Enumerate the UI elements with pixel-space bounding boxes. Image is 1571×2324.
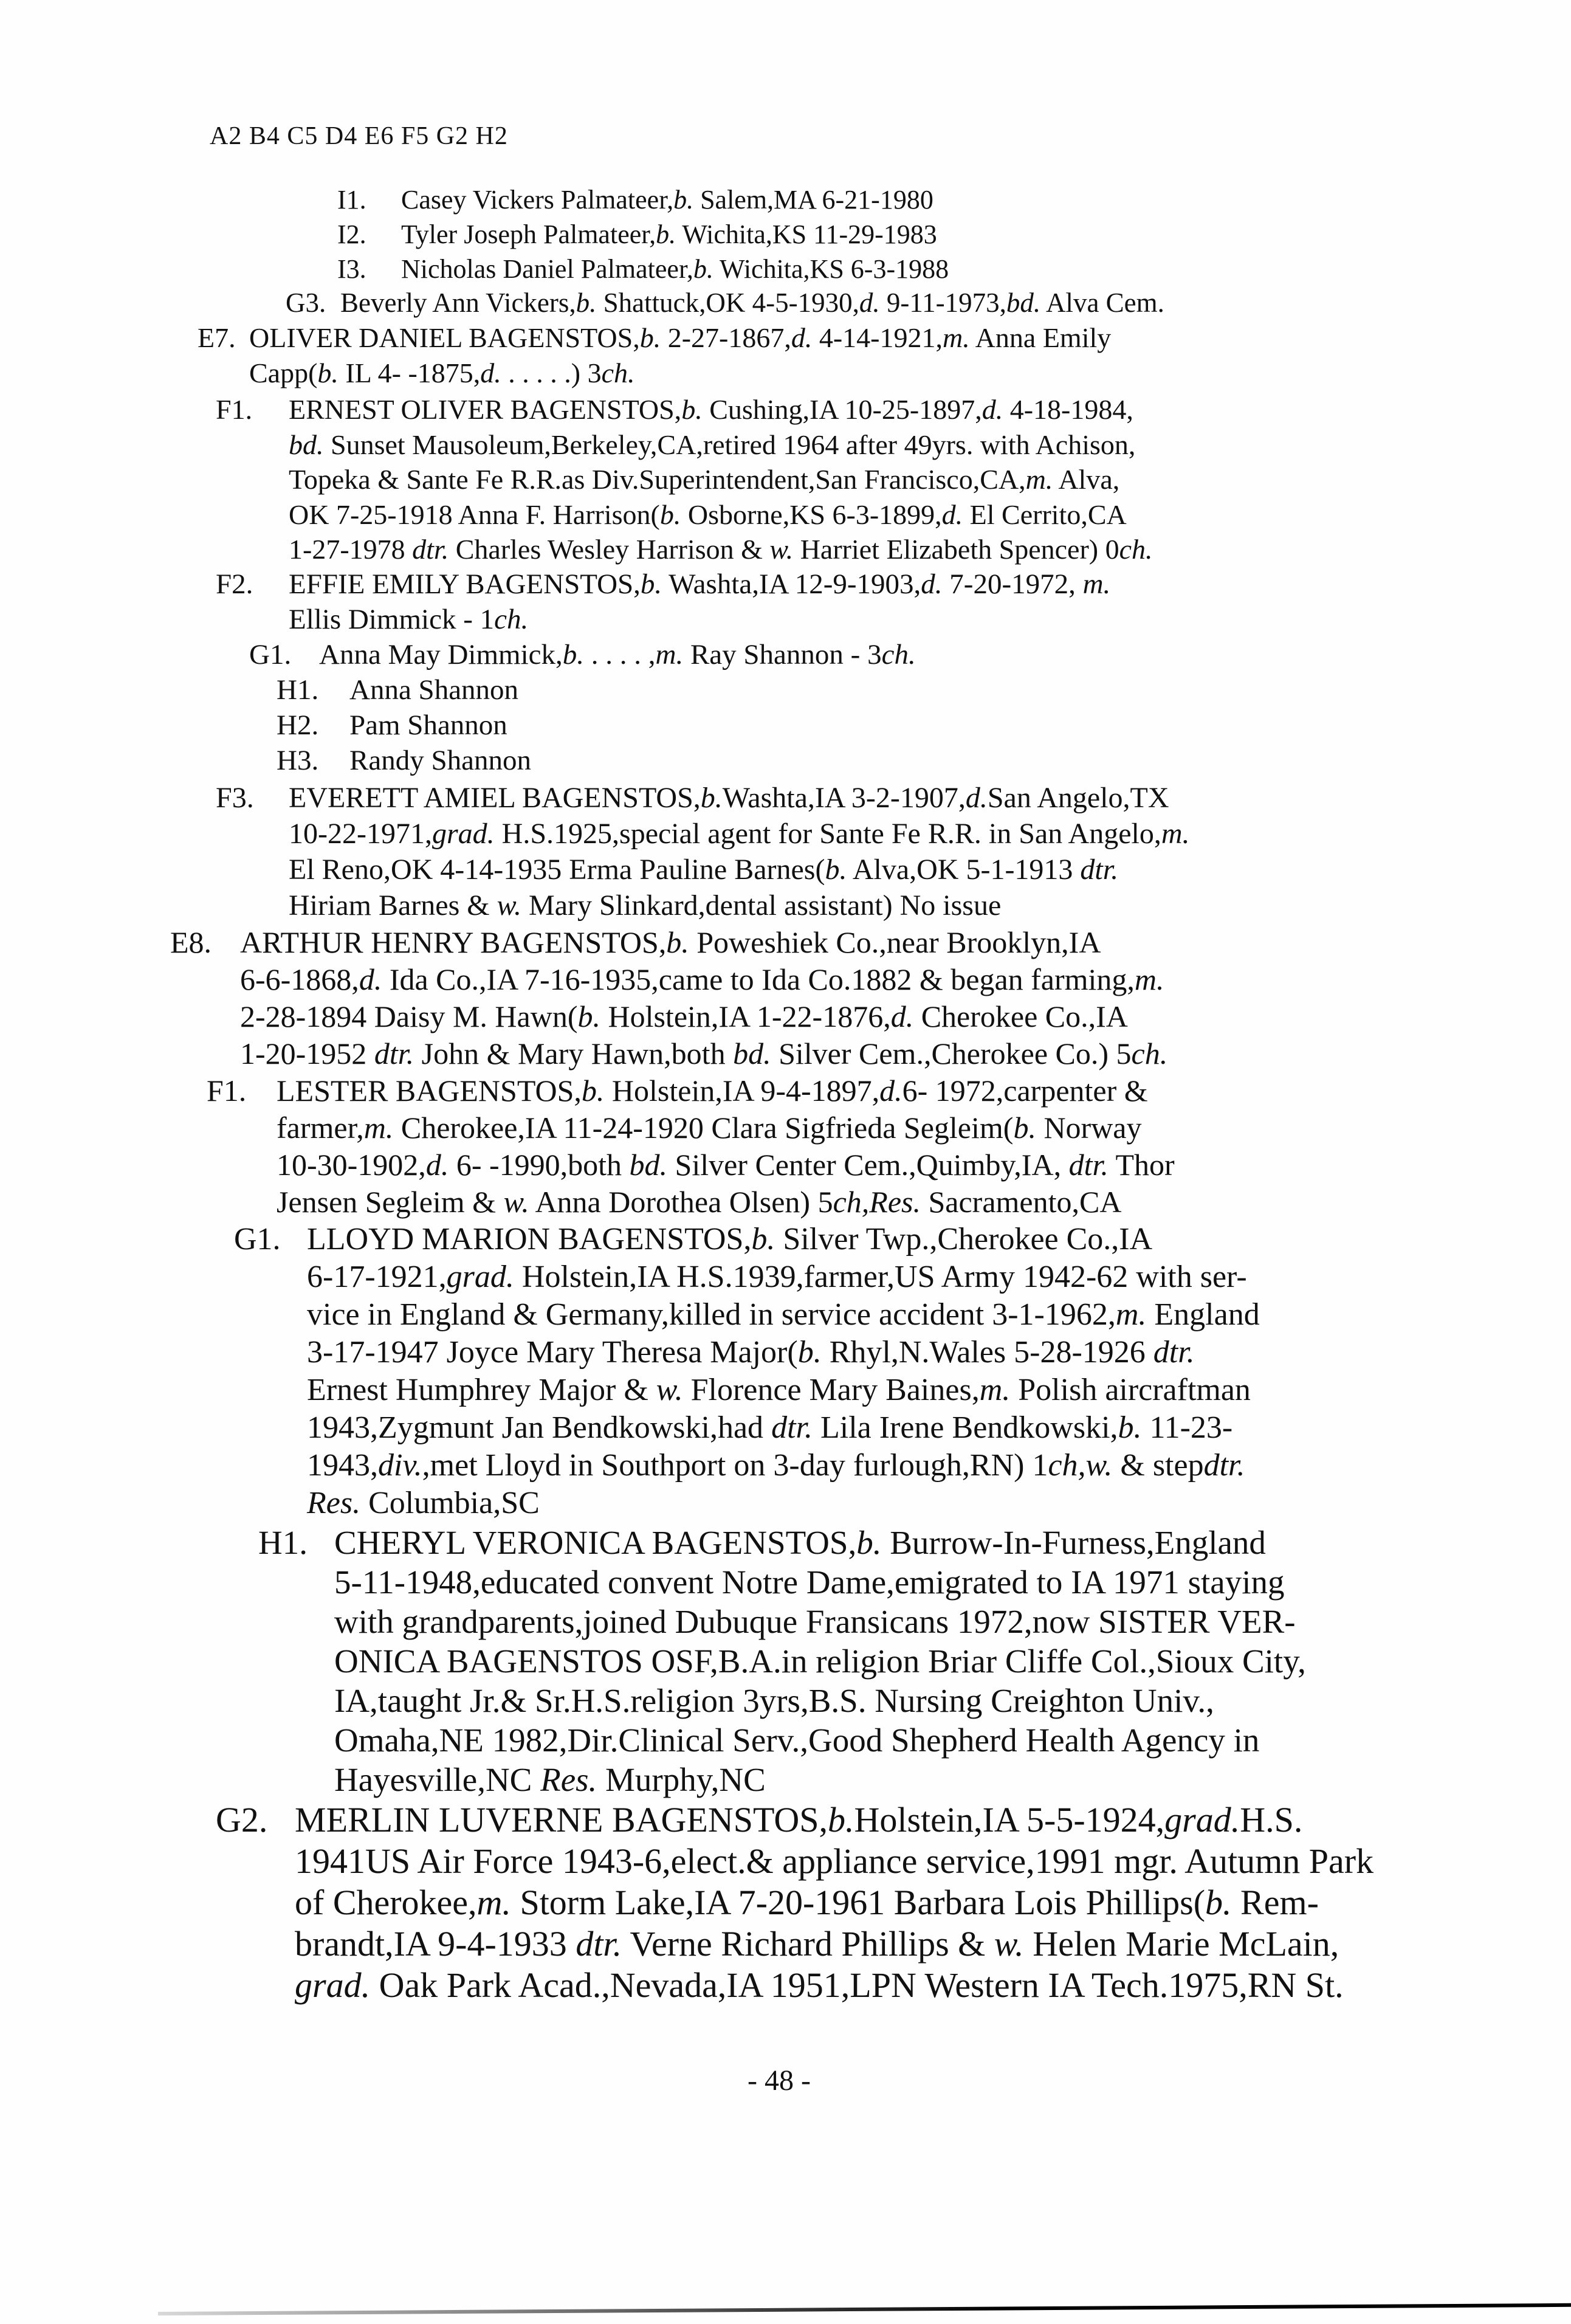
entry-label: G1. — [234, 1222, 281, 1257]
entry-line: Jensen Segleim & w. Anna Dorothea Olsen) 5ch,Res. Sacramento,CA — [277, 1185, 1122, 1219]
entry-text — [349, 672, 518, 708]
entry-line: grad. Oak Park Acad.,Nevada,IA 1951,LPN Western IA Tech.1975,RN St. — [295, 1965, 1344, 2005]
genealogy-entry — [207, 1072, 1175, 1221]
genealogy-entry — [216, 780, 1190, 923]
entry-line: Casey Vickers Palmateer,b. Salem,MA 6-21-1980 — [401, 185, 933, 215]
entry-line: 1-20-1952 dtr. John & Mary Hawn,both bd. Silver Cem.,Cherokee Co.) 5ch. — [240, 1036, 1168, 1071]
genealogy-entry — [216, 567, 1110, 637]
entry-line: 2-28-1894 Daisy M. Hawn(b. Holstein,IA 1-22-1876,d. Cherokee Co.,IA — [240, 999, 1128, 1033]
entry-line: 1941US Air Force 1943-6,elect.& appliance service,1991 mgr. Autumn Park — [295, 1841, 1374, 1881]
entry-label: I1. — [337, 185, 366, 215]
genealogy-entry — [286, 286, 1164, 320]
entry-text — [289, 780, 1190, 923]
entry-line: 1943,Zygmunt Jan Bendkowski,had dtr. Lila Irene Bendkowski,b. 11-23- — [307, 1410, 1233, 1445]
entry-line: Hayesville,NC Res. Murphy,NC — [334, 1761, 766, 1798]
entry-label: F2. — [216, 568, 253, 600]
entry-text — [307, 1221, 1260, 1522]
genealogy-entry — [277, 743, 531, 778]
entry-line: 1943,div.,met Lloyd in Southport on 3-day furlough,RN) 1ch,w. & stepdtr. — [307, 1448, 1245, 1483]
genealogy-entry — [216, 1799, 1373, 2006]
entry-label: G1. — [249, 639, 292, 671]
entry-line: Anna Shannon — [349, 674, 519, 706]
genealogy-entry — [337, 252, 949, 286]
entry-label: F1. — [207, 1074, 247, 1108]
entry-line: Res. Columbia,SC — [307, 1486, 540, 1520]
entry-label: E8. — [170, 925, 212, 959]
entry-line: 3-17-1947 Joyce Mary Theresa Major(b. Rhyl,N.Wales 5-28-1926 dtr. — [307, 1335, 1195, 1370]
entry-line: Hiriam Barnes & w. Mary Slinkard,dental assistant) No issue — [289, 889, 1002, 922]
entry-line: MERLIN LUVERNE BAGENSTOS,b.Holstein,IA 5-5-1924,grad.H.S. — [295, 1800, 1303, 1840]
entry-label: H3. — [277, 745, 319, 776]
entry-line: CHERYL VERONICA BAGENSTOS,b. Burrow-In-Furness,England — [334, 1524, 1266, 1561]
entry-line: Anna May Dimmick,b. . . . . ,m. Ray Shannon - 3ch. — [319, 639, 916, 671]
entry-line: LESTER BAGENSTOS,b. Holstein,IA 9-4-1897,d.6- 1972,carpenter & — [277, 1074, 1148, 1108]
entry-text — [401, 217, 937, 252]
entry-line: Nicholas Daniel Palmateer,b. Wichita,KS 6-3-1988 — [401, 254, 949, 284]
entry-text — [334, 1523, 1306, 1799]
entry-label: F1. — [216, 394, 253, 425]
entry-label: H1. — [277, 674, 319, 706]
entry-line: Ellis Dimmick - 1ch. — [289, 604, 529, 635]
entry-text — [289, 392, 1153, 567]
entry-line: 1-27-1978 dtr. Charles Wesley Harrison & w. Harriet Elizabeth Spencer) 0ch. — [289, 534, 1153, 565]
entry-text — [349, 743, 531, 778]
entry-text — [289, 567, 1110, 637]
entry-text — [340, 286, 1164, 320]
entry-text — [295, 1799, 1373, 2006]
entry-label: I2. — [337, 219, 366, 249]
entry-line: 5-11-1948,educated convent Notre Dame,emigrated to IA 1971 staying — [334, 1564, 1285, 1601]
entry-label: F3. — [216, 782, 254, 814]
entry-label: H1. — [258, 1524, 308, 1561]
entry-line: of Cherokee,m. Storm Lake,IA 7-20-1961 Barbara Lois Phillips(b. Rem- — [295, 1883, 1319, 1922]
entry-line: IA,taught Jr.& Sr.H.S.religion 3yrs,B.S. Nursing Creighton Univ., — [334, 1682, 1214, 1719]
genealogy-entry — [277, 672, 518, 708]
entry-line: 10-22-1971,grad. H.S.1925,special agent for Sante Fe R.R. in San Angelo,m. — [289, 818, 1190, 850]
genealogy-entry — [198, 320, 1111, 391]
entry-line: Tyler Joseph Palmateer,b. Wichita,KS 11-29-1983 — [401, 219, 937, 249]
entry-line: Randy Shannon — [349, 745, 531, 776]
entry-line: ERNEST OLIVER BAGENSTOS,b. Cushing,IA 10-25-1897,d. 4-18-1984, — [289, 394, 1133, 425]
entry-label: H2. — [277, 709, 319, 741]
entry-line: 10-30-1902,d. 6- -1990,both bd. Silver Center Cem.,Quimby,IA, dtr. Thor — [277, 1148, 1175, 1182]
genealogy-entry — [337, 182, 933, 217]
entry-text — [349, 708, 507, 743]
entry-line: Capp(b. IL 4- -1875,d. . . . . .) 3ch. — [249, 357, 635, 388]
entry-line: Omaha,NE 1982,Dir.Clinical Serv.,Good Shepherd Health Agency in — [334, 1722, 1260, 1759]
entry-text — [240, 924, 1167, 1072]
genealogy-entry — [258, 1523, 1306, 1799]
page-number: - 48 - — [748, 2064, 811, 2097]
entry-text — [277, 1072, 1175, 1221]
entry-line: vice in England & Germany,killed in service accident 3-1-1962,m. England — [307, 1297, 1260, 1332]
entry-line: LLOYD MARION BAGENSTOS,b. Silver Twp.,Cherokee Co.,IA — [307, 1222, 1153, 1257]
entry-label: G3. — [286, 288, 326, 318]
entry-line: with grandparents,joined Dubuque Fransicans 1972,now SISTER VER- — [334, 1603, 1296, 1640]
entry-line: ARTHUR HENRY BAGENSTOS,b. Poweshiek Co.,near Brooklyn,IA — [240, 925, 1101, 959]
genealogy-entry — [337, 217, 937, 252]
genealogy-entry — [170, 924, 1167, 1072]
entry-label: I3. — [337, 254, 366, 284]
entry-line: Beverly Ann Vickers,b. Shattuck,OK 4-5-1930,d. 9-11-1973,bd. Alva Cem. — [340, 288, 1164, 318]
entry-label: G2. — [216, 1800, 268, 1840]
entry-text — [401, 182, 933, 217]
entry-line: OK 7-25-1918 Anna F. Harrison(b. Osborne,KS 6-3-1899,d. El Cerrito,CA — [289, 498, 1127, 530]
entry-line: brandt,IA 9-4-1933 dtr. Verne Richard Phillips & w. Helen Marie McLain, — [295, 1924, 1339, 1964]
entry-line: Pam Shannon — [349, 709, 507, 741]
genealogy-entry — [234, 1221, 1260, 1522]
scan-edge-line — [158, 2303, 1571, 2315]
genealogy-entry — [277, 708, 507, 743]
entry-line: Topeka & Sante Fe R.R.as Div.Superintendent,San Francisco,CA,m. Alva, — [289, 464, 1120, 495]
entry-line: EFFIE EMILY BAGENSTOS,b. Washta,IA 12-9-1903,d. 7-20-1972, m. — [289, 568, 1111, 600]
entry-line: farmer,m. Cherokee,IA 11-24-1920 Clara Sigfrieda Segleim(b. Norway — [277, 1111, 1142, 1145]
entry-text — [401, 252, 949, 286]
entry-label: E7. — [198, 322, 236, 353]
entry-line: ONICA BAGENSTOS OSF,B.A.in religion Briar Cliffe Col.,Sioux City, — [334, 1643, 1306, 1680]
entry-line: 6-6-1868,d. Ida Co.,IA 7-16-1935,came to Ida Co.1882 & began farming,m. — [240, 962, 1164, 996]
entry-line: EVERETT AMIEL BAGENSTOS,b.Washta,IA 3-2-1907,d.San Angelo,TX — [289, 782, 1169, 814]
entry-line: bd. Sunset Mausoleum,Berkeley,CA,retired 1964 after 49yrs. with Achison, — [289, 429, 1136, 460]
entry-line: 6-17-1921,grad. Holstein,IA H.S.1939,farmer,US Army 1942-62 with ser- — [307, 1260, 1247, 1294]
genealogy-entry — [249, 637, 916, 672]
generation-lineage-header: A2 B4 C5 D4 E6 F5 G2 H2 — [210, 122, 508, 150]
genealogy-entry — [216, 392, 1153, 567]
entry-line: Ernest Humphrey Major & w. Florence Mary Baines,m. Polish aircraftman — [307, 1373, 1251, 1407]
entry-text — [319, 637, 916, 672]
entry-line: El Reno,OK 4-14-1935 Erma Pauline Barnes(b. Alva,OK 5-1-1913 dtr. — [289, 853, 1119, 886]
entry-text — [249, 320, 1111, 391]
entry-line: OLIVER DANIEL BAGENSTOS,b. 2-27-1867,d. 4-14-1921,m. Anna Emily — [249, 322, 1112, 353]
